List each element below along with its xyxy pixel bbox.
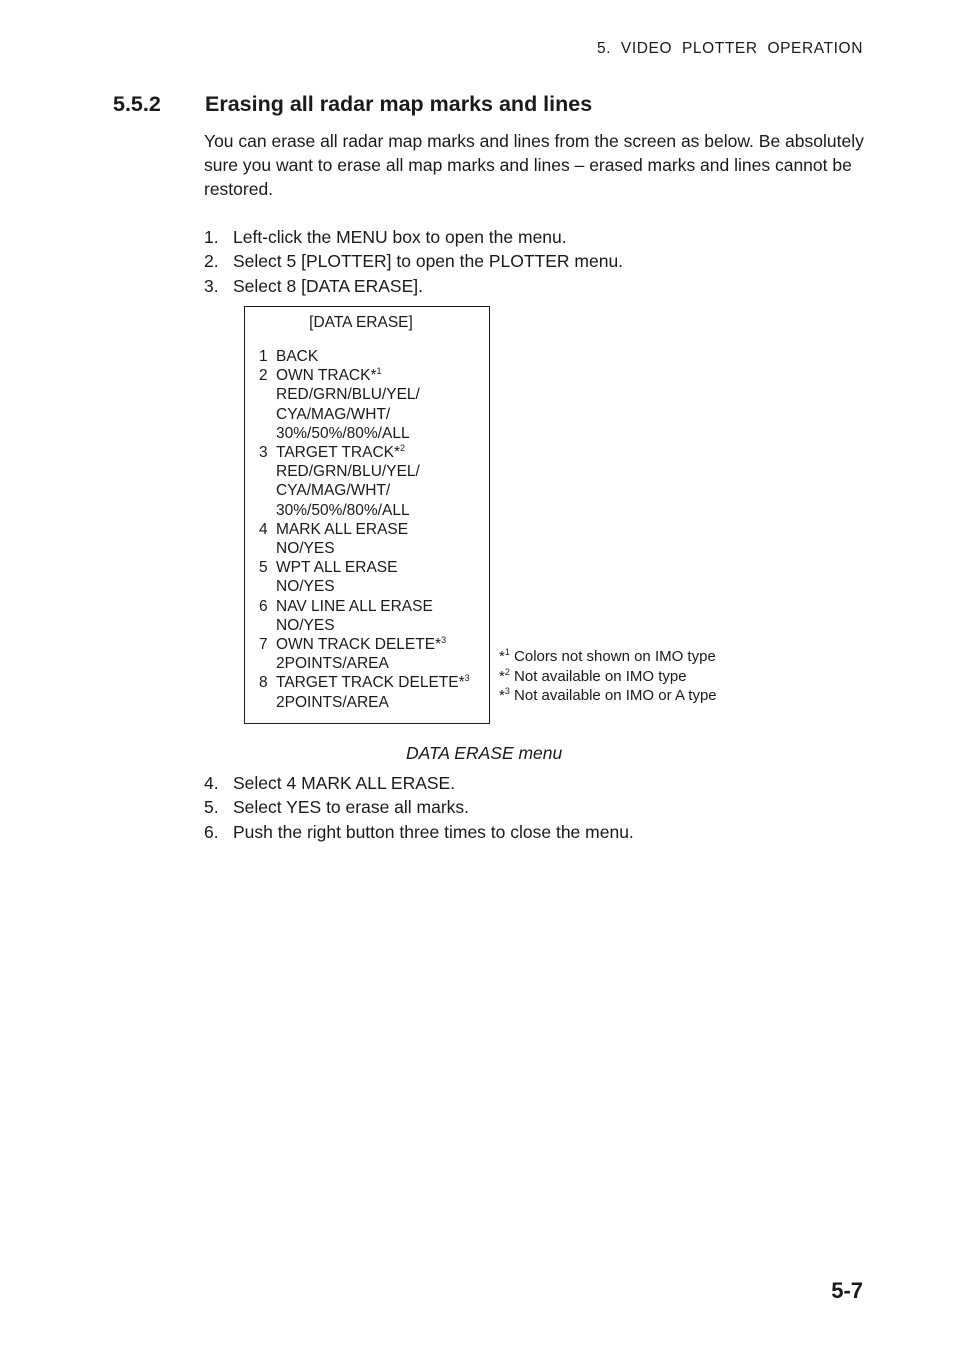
- menu-item-number: 4: [259, 520, 268, 538]
- menu-item: [259, 443, 470, 520]
- figure-caption: DATA ERASE menu: [406, 743, 563, 763]
- menu-item: [259, 597, 470, 635]
- menu-title: [DATA ERASE]: [309, 314, 413, 331]
- steps-list-after: [204, 771, 634, 844]
- menu-item-label: NAV LINE ALL ERASE: [276, 597, 433, 615]
- step-text: Select 8 [DATA ERASE].: [233, 275, 423, 296]
- page-number: 5-7: [831, 1278, 863, 1303]
- menu-item-options: CYA/MAG/WHT/: [276, 482, 391, 500]
- menu-item-options: 2POINTS/AREA: [276, 693, 389, 711]
- menu-item-number: 2: [259, 367, 268, 385]
- step-number: 1.: [204, 227, 219, 247]
- menu-item: [259, 558, 470, 596]
- step-item: [204, 249, 623, 273]
- menu-item-label: OWN TRACK*: [276, 367, 377, 385]
- menu-item-label: TARGET TRACK DELETE*: [276, 674, 465, 692]
- step-number: 6.: [204, 821, 219, 842]
- step-item: [204, 771, 634, 795]
- section-title: Erasing all radar map marks and lines: [205, 92, 593, 116]
- menu-item: [259, 635, 470, 673]
- menu-item-options: 30%/50%/80%/ALL: [276, 424, 410, 442]
- menu-item-options: RED/GRN/BLU/YEL/: [276, 463, 420, 481]
- menu-item-number: 3: [259, 444, 268, 462]
- menu-item-footnote-ref: 3: [441, 635, 447, 646]
- menu-item-label: BACK: [276, 348, 319, 365]
- menu-item-options: RED/GRN/BLU/YEL/: [276, 386, 420, 404]
- step-item: [204, 274, 623, 298]
- menu-item-number: 8: [259, 674, 268, 692]
- step-text: Select 4 MARK ALL ERASE.: [233, 773, 456, 793]
- menu-item-footnote-ref: 3: [464, 673, 470, 684]
- menu-items: [259, 347, 470, 712]
- menu-item-number: 6: [259, 597, 268, 615]
- steps-list-before: [204, 225, 623, 298]
- menu-item-number: 1: [259, 348, 268, 365]
- menu-item-options: CYA/MAG/WHT/: [276, 405, 391, 423]
- menu-item: [259, 366, 470, 443]
- menu-item-options: NO/YES: [276, 616, 335, 634]
- menu-item-label: WPT ALL ERASE: [276, 559, 398, 577]
- footnote: *$^1$ Colors not shown on IMO type: [499, 647, 716, 665]
- menu-item-options: 2POINTS/AREA: [276, 655, 389, 673]
- step-item: [204, 225, 623, 249]
- menu-item-number: 5: [259, 559, 268, 577]
- step-item: [204, 795, 634, 819]
- menu-item: [259, 673, 470, 711]
- menu-item-options: NO/YES: [276, 540, 335, 558]
- menu-item-label: TARGET TRACK*: [276, 444, 401, 462]
- step-item: [204, 820, 634, 844]
- menu-item-label: OWN TRACK DELETE*: [276, 636, 442, 654]
- step-text: Push the right button three times to close the menu.: [233, 821, 634, 842]
- menu-item: [259, 347, 470, 366]
- data-erase-menu-figure: [244, 306, 490, 724]
- footnote: *$^3$ Not available on IMO or A type: [499, 686, 717, 705]
- footnote: *$^2$ Not available on IMO type: [499, 666, 687, 685]
- menu-item: [259, 520, 470, 558]
- menu-item-options: 30%/50%/80%/ALL: [276, 501, 410, 519]
- section-number: 5.5.2: [113, 92, 161, 116]
- step-number: 3.: [204, 275, 219, 296]
- menu-item-label: MARK ALL ERASE: [276, 520, 409, 538]
- menu-item-options: NO/YES: [276, 578, 335, 596]
- menu-item-footnote-ref: 1: [376, 366, 382, 377]
- intro-paragraph: You can erase all radar map marks and lines from the screen as below. Be absolutely sure you want to erase all map marks and lines – erased marks and lines cannot be restored.: [204, 131, 864, 199]
- running-header: 5. VIDEO PLOTTER OPERATION: [596, 40, 863, 57]
- step-text: Select 5 [PLOTTER] to open the PLOTTER menu.: [233, 251, 624, 272]
- step-number: 5.: [204, 797, 219, 818]
- footnotes: [499, 647, 717, 706]
- step-number: 4.: [204, 773, 219, 793]
- step-text: Left-click the MENU box to open the menu.: [233, 227, 567, 247]
- section-heading: [113, 92, 592, 117]
- menu-item-number: 7: [259, 636, 268, 654]
- step-number: 2.: [204, 251, 219, 272]
- menu-item-footnote-ref: 2: [400, 443, 406, 454]
- step-text: Select YES to erase all marks.: [233, 797, 470, 818]
